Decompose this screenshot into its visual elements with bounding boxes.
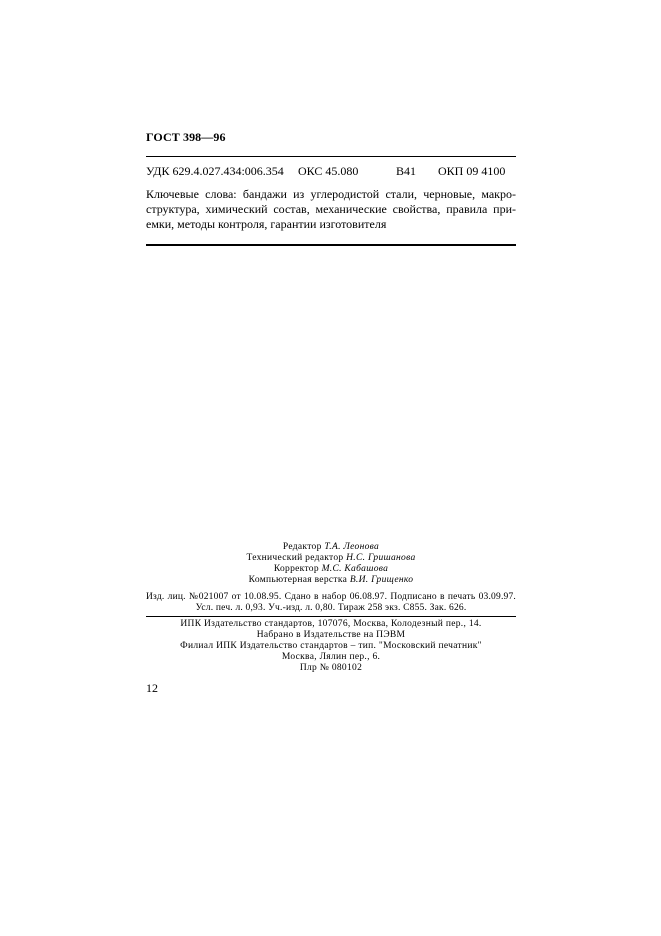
layout-credit: [146, 575, 516, 586]
corrector-name: М.С. Кабашова: [321, 564, 389, 574]
document-code: ГОСТ 398—96: [146, 130, 226, 144]
editor-name: Т.А. Леонова: [324, 542, 380, 552]
oks-code: ОКС 45.080: [298, 164, 359, 178]
page-number: 12: [146, 681, 158, 695]
publisher-block: [146, 619, 516, 674]
credits-block: [146, 542, 516, 586]
editor-credit: [146, 542, 516, 553]
keywords-line: структура, химический состав, механические свойства, правила при-: [146, 202, 516, 216]
imprint-line: Изд. лиц. №021007 от 10.08.95. Сдано в набор 06.08.97. Подписано в печать 03.09.97.: [146, 592, 516, 602]
publisher-line: Москва, Лялин пер., 6.: [281, 652, 381, 662]
imprint-divider: [146, 616, 516, 617]
publisher-line: ИПК Издательство стандартов, 107076, Москва, Колодезный пер., 14.: [180, 619, 482, 629]
keywords-line: Ключевые слова: бандажи из углеродистой стали, черновые, макро-: [146, 187, 516, 201]
tech-editor-credit: [146, 553, 516, 564]
publisher-line: Набрано в Издательстве на ПЭВМ: [256, 630, 406, 640]
okp-code: ОКП 09 4100: [438, 164, 506, 178]
imprint-line: Усл. печ. л. 0,93. Уч.-изд. л. 0,80. Тираж 258 экз. С855. Зак. 626.: [195, 603, 467, 613]
keywords-paragraph: [146, 187, 516, 232]
document-page: [146, 0, 516, 936]
group-code: В41: [396, 164, 417, 178]
publisher-line: Филиал ИПК Издательство стандартов – тип. "Московский печатник": [180, 641, 482, 651]
corrector-label: Корректор: [273, 564, 319, 574]
tech-editor-label: Технический редактор: [246, 553, 344, 563]
publisher-line: Плр № 080102: [299, 663, 363, 673]
keywords-line: емки, методы контроля, гарантии изготовителя: [146, 217, 387, 231]
bottom-divider: [146, 244, 516, 246]
corrector-credit: [146, 564, 516, 575]
layout-label: Компьютерная верстка: [248, 575, 348, 585]
udk-code: УДК 629.4.027.434:006.354: [146, 164, 284, 178]
layout-name: В.И. Грищенко: [349, 575, 414, 585]
editor-label: Редактор: [282, 542, 322, 552]
tech-editor-name: Н.С. Гришанова: [346, 553, 416, 563]
top-divider: [146, 156, 516, 157]
imprint-block: [146, 592, 516, 614]
